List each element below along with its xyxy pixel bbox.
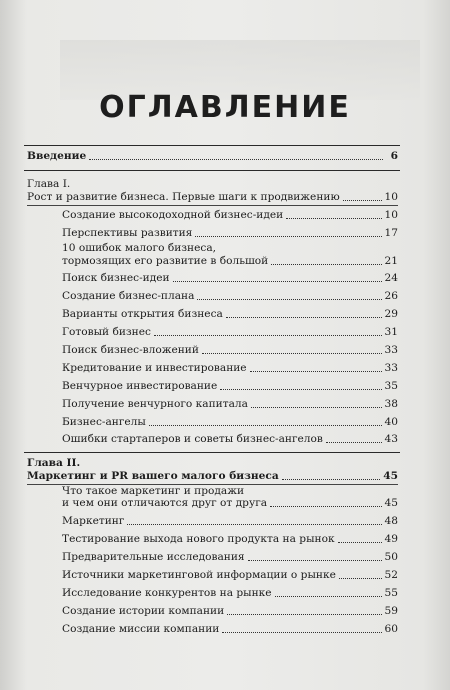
dot-leader <box>250 371 382 372</box>
toc-entry-page: 48 <box>384 515 398 527</box>
toc-entry-label-line1: 10 ошибок малого бизнеса, <box>62 242 217 254</box>
toc-entry[interactable] <box>62 290 398 303</box>
dot-leader <box>270 506 381 507</box>
toc-entry[interactable] <box>62 587 398 600</box>
toc-entry-page: 33 <box>384 344 398 356</box>
toc-entry-label: Поиск бизнес-вложений <box>62 344 199 356</box>
toc-entry-page: 52 <box>384 569 398 581</box>
toc-entry-label: Поиск бизнес-идеи <box>62 272 170 284</box>
toc-entry-page: 6 <box>390 150 398 162</box>
dot-leader <box>339 578 382 579</box>
toc-entry-label: Венчурное инвестирование <box>62 380 218 392</box>
toc-entry-label: Бизнес-ангелы <box>62 416 146 428</box>
toc-entry-label: и чем они отличаются друг от друга <box>62 497 268 509</box>
dot-leader <box>127 524 381 525</box>
toc-entry-label: Варианты открытия бизнеса <box>62 308 223 320</box>
dot-leader <box>227 614 381 615</box>
dot-leader <box>222 632 381 633</box>
toc-entry[interactable] <box>62 623 398 636</box>
toc-entry-page: 60 <box>384 623 398 635</box>
dot-leader <box>149 425 382 426</box>
dot-leader <box>197 299 381 300</box>
toc-entry-page: 26 <box>384 290 398 302</box>
toc-entry-label: Получение венчурного капитала <box>62 398 248 410</box>
toc-entry-page: 17 <box>384 227 398 239</box>
dot-leader <box>326 442 382 443</box>
dot-leader <box>338 542 382 543</box>
chapter-1-title[interactable] <box>27 191 398 204</box>
toc-entry[interactable] <box>62 551 398 564</box>
toc-entry[interactable] <box>62 533 398 546</box>
toc-entry-label: Ошибки стартаперов и советы бизнес-ангелов <box>62 433 323 445</box>
toc-entry-page: 45 <box>383 470 398 482</box>
chapter-2-heading: Глава II. <box>27 457 81 469</box>
toc-entry[interactable] <box>62 255 398 268</box>
toc-entry-page: 24 <box>384 272 398 284</box>
toc-entry-page: 35 <box>384 380 398 392</box>
chapter-1-heading: Глава I. <box>27 178 71 190</box>
toc-entry-label: Источники маркетинговой информации о рынке <box>62 569 336 581</box>
dot-leader <box>282 479 381 480</box>
toc-entry[interactable] <box>62 605 398 618</box>
chapter-2-title[interactable] <box>27 470 398 483</box>
dot-leader <box>89 159 383 160</box>
chapter-title-rule <box>27 205 398 206</box>
toc-entry-label: Маркетинг и PR вашего малого бизнеса <box>27 470 279 482</box>
dot-leader <box>248 560 382 561</box>
toc-entry-label: Создание высокодоходной бизнес-идеи <box>62 209 284 221</box>
toc-entry-label: Исследование конкурентов на рынке <box>62 587 272 599</box>
page-title: ОГЛАВЛЕНИЕ <box>99 90 351 125</box>
toc-entry-label: Создание бизнес-плана <box>62 290 195 302</box>
toc-entry-page: 31 <box>384 326 398 338</box>
toc-entry[interactable] <box>62 433 398 446</box>
dot-leader <box>286 218 381 219</box>
toc-entry-label: Маркетинг <box>62 515 125 527</box>
toc-entry-label: Перспективы развития <box>62 227 193 239</box>
toc-entry[interactable] <box>62 308 398 321</box>
dot-leader <box>251 407 382 408</box>
dot-leader <box>154 335 382 336</box>
toc-entry-page: 29 <box>384 308 398 320</box>
toc-entry[interactable] <box>62 227 398 240</box>
toc-entry-label: Создание миссии компании <box>62 623 220 635</box>
toc-entry[interactable] <box>62 416 398 429</box>
toc-entry-page: 10 <box>384 209 398 221</box>
dot-leader <box>173 281 382 282</box>
section-rule <box>24 170 400 171</box>
toc-entry-page: 59 <box>384 605 398 617</box>
toc-entry-label: тормозящих его развитие в большой <box>62 255 269 267</box>
dot-leader <box>275 596 382 597</box>
dot-leader <box>220 389 381 390</box>
toc-entry-page: 43 <box>384 433 398 445</box>
toc-entry-label: Готовый бизнес <box>62 326 151 338</box>
toc-entry[interactable] <box>62 344 398 357</box>
dot-leader <box>271 264 381 265</box>
toc-entry[interactable] <box>62 398 398 411</box>
toc-entry-label: Введение <box>27 150 87 162</box>
toc-entry[interactable] <box>62 362 398 375</box>
toc-entry[interactable] <box>62 209 398 222</box>
section-rule <box>24 452 400 453</box>
dot-leader <box>195 236 381 237</box>
toc-entry[interactable] <box>62 497 398 510</box>
toc-entry-page: 50 <box>384 551 398 563</box>
toc-entry-page: 55 <box>384 587 398 599</box>
toc-entry-label: Предварительные исследования <box>62 551 245 563</box>
toc-entry-label: Тестирование выхода нового продукта на рынок <box>62 533 335 545</box>
toc-entry-label: Рост и развитие бизнеса. Первые шаги к продвижению <box>27 191 340 203</box>
toc-entry-label: Создание истории компании <box>62 605 225 617</box>
toc-entry-page: 38 <box>384 398 398 410</box>
toc-entry-page: 40 <box>384 416 398 428</box>
toc-entry-label-line1: Что такое маркетинг и продажи <box>62 485 245 497</box>
toc-entry[interactable] <box>62 569 398 582</box>
toc-entry-label: Кредитование и инвестирование <box>62 362 247 374</box>
toc-entry-page: 21 <box>384 255 398 267</box>
toc-entry[interactable] <box>62 515 398 528</box>
dot-leader <box>202 353 382 354</box>
toc-entry-intro[interactable] <box>27 150 398 163</box>
dot-leader <box>343 200 382 201</box>
toc-entry-page: 33 <box>384 362 398 374</box>
toc-entry[interactable] <box>62 326 398 339</box>
toc-entry[interactable] <box>62 272 398 285</box>
toc-entry-page: 45 <box>384 497 398 509</box>
toc-entry-page: 10 <box>384 191 398 203</box>
toc-entry[interactable] <box>62 380 398 393</box>
toc-entry-page: 49 <box>384 533 398 545</box>
top-rule <box>24 145 400 146</box>
dot-leader <box>226 317 382 318</box>
